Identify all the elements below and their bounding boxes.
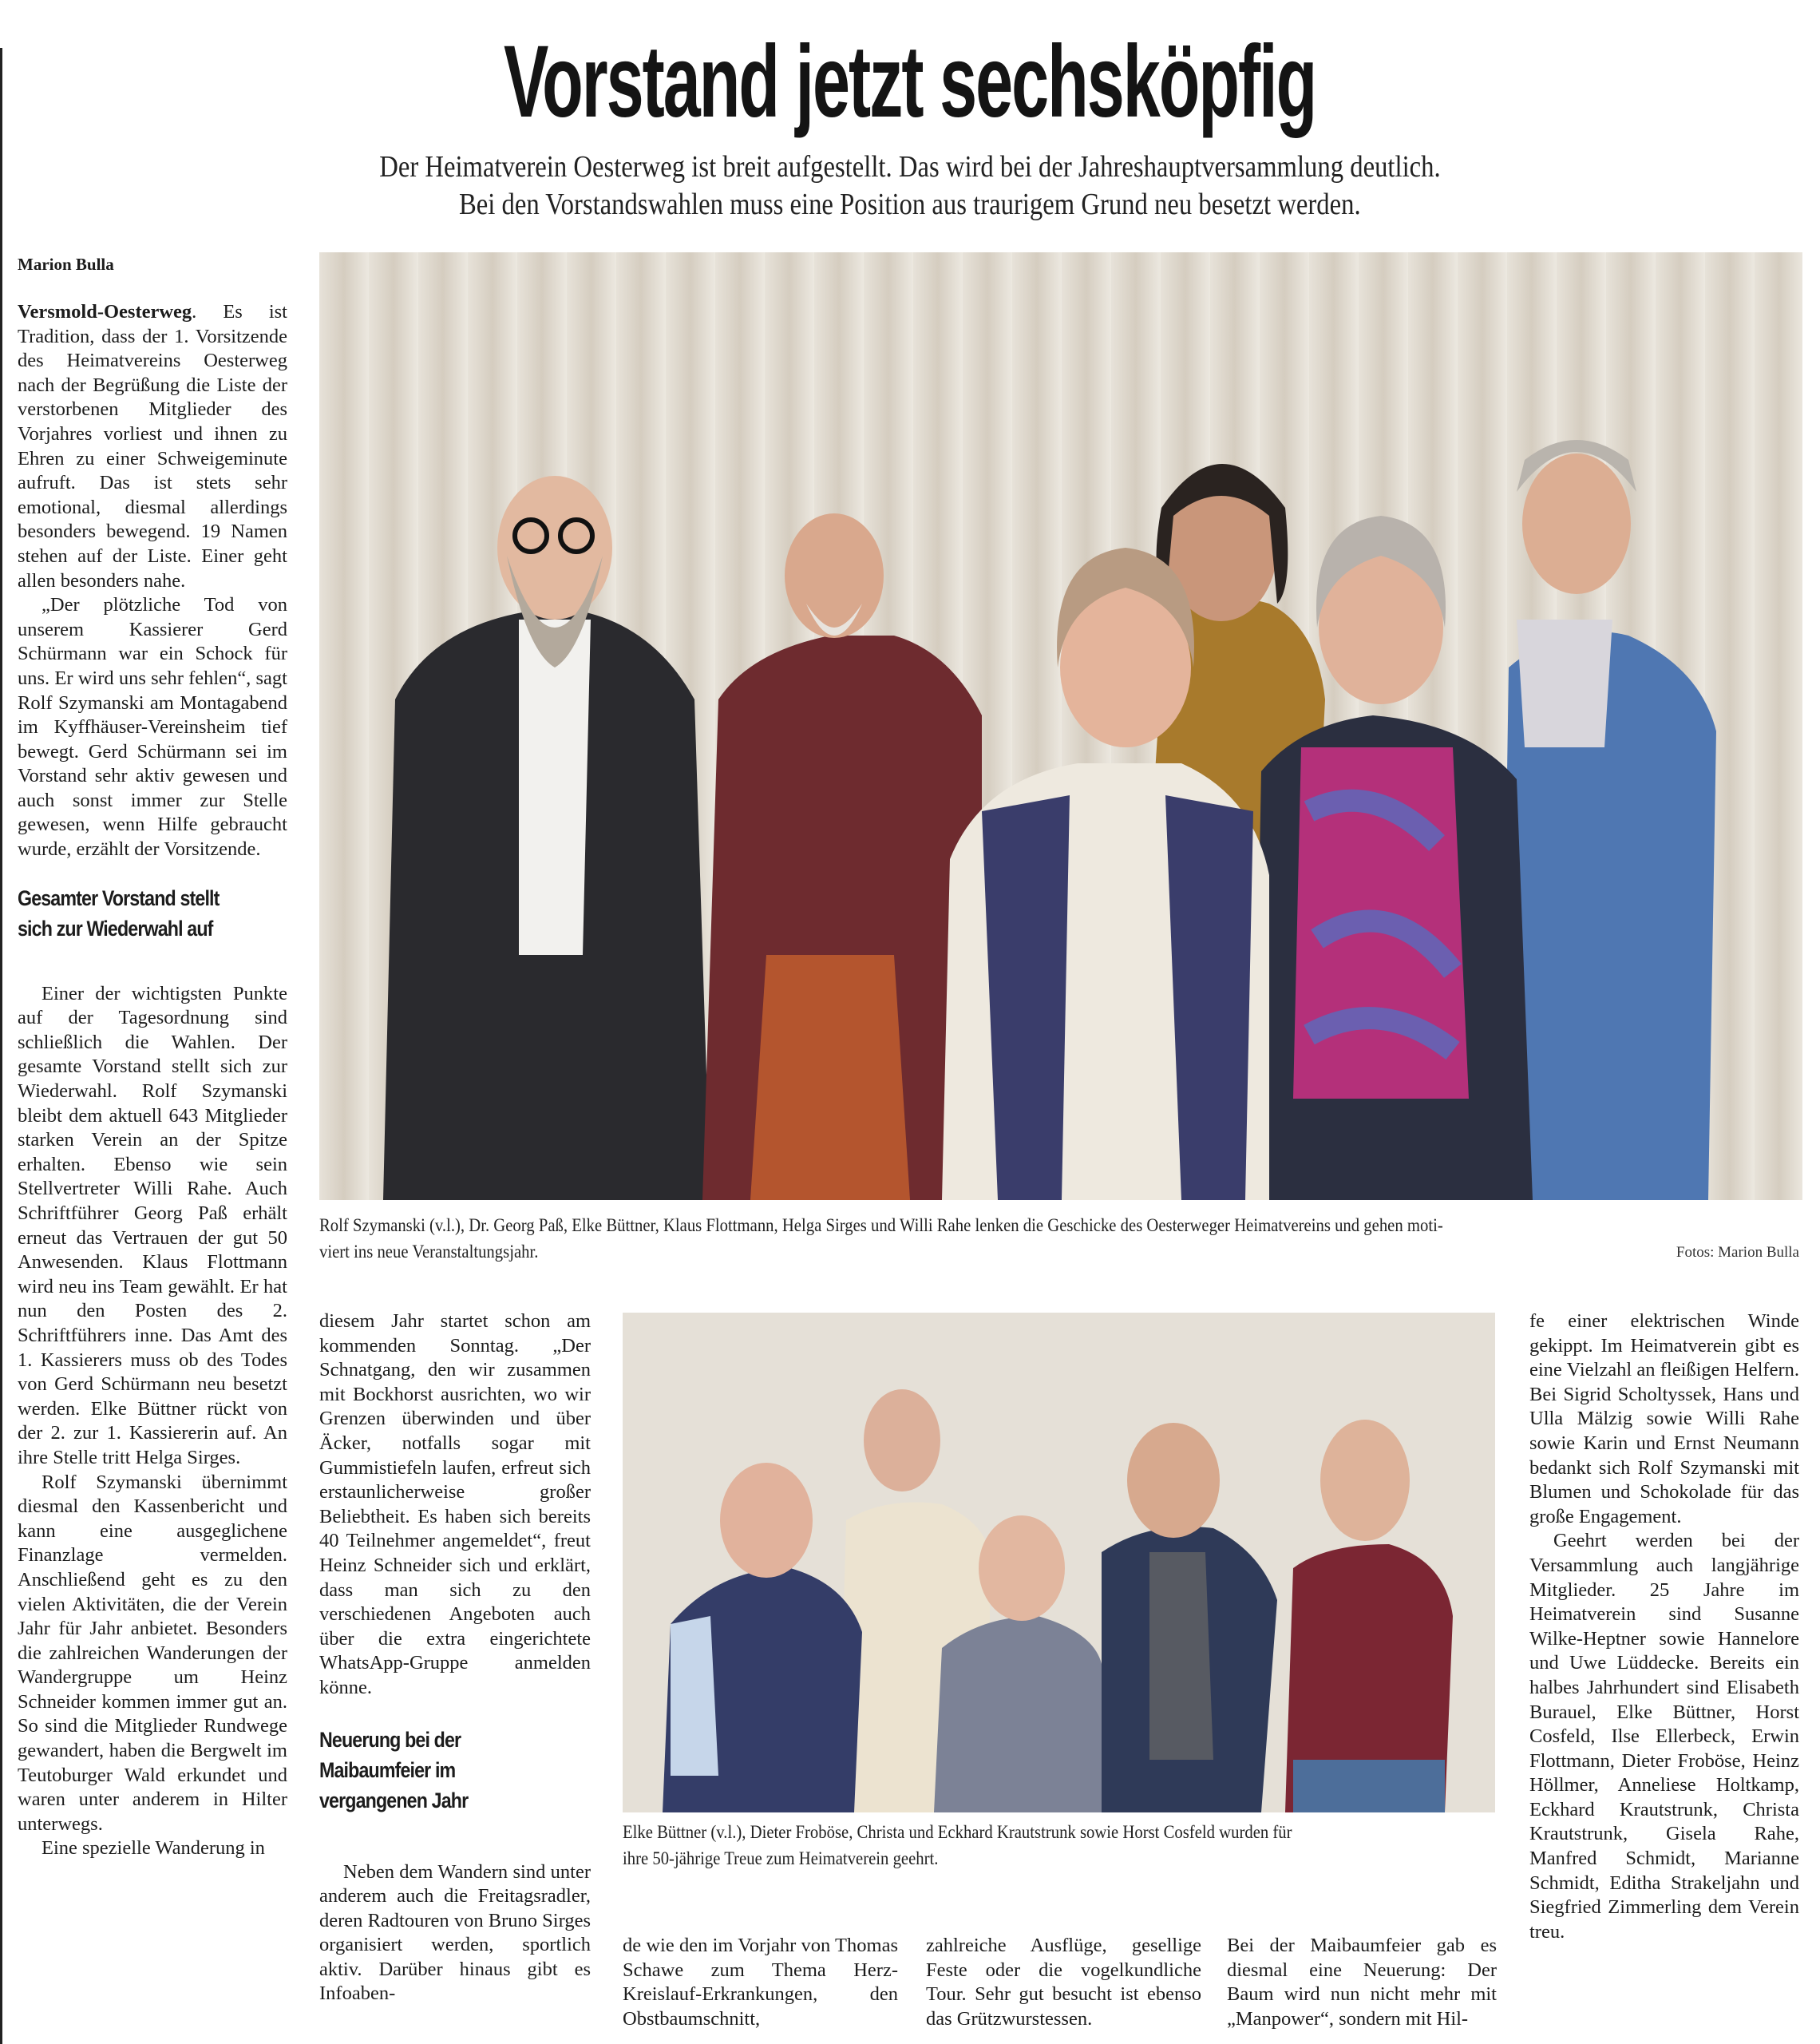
- paragraph: fe einer elektrischen Winde gekippt. Im Heimatverein gibt es eine Vielzahl an fleißigen Helfern. Bei Sigrid Scholtyssek, Hans und Ulla Mälzig sowie Willi Rahe sowie Karin und Ernst Neumann bedankt sich Rolf Szymanski mit Blumen und Schokolade für das große Engagement.: [1529, 1310, 1799, 1527]
- column-rule: [0, 48, 2, 2044]
- caption-line: viert ins neue Veranstaltungsjahr.: [319, 1242, 539, 1262]
- column-5: [1227, 1934, 1497, 2031]
- caption-line: Rolf Szymanski (v.l.), Dr. Georg Paß, Elke Büttner, Klaus Flottmann, Helga Sirges und Willi Rahe lenken die Geschicke des Oesterweger Heimatvereins und gehen moti-: [319, 1215, 1443, 1235]
- paragraph: Bei der Maibaumfeier gab es diesmal eine Neuerung: Der Baum wird nun nicht mehr mit „Manpower“, sondern mit Hil-: [1227, 1935, 1497, 2030]
- paragraph: diesem Jahr startet schon am kommenden Sonntag. „Der Schnatgang, den wir zusammen mit Bockhorst ausrichten, wo wir Grenzen überwinden und über Äcker, notfalls sogar mit Gummistiefeln laufen, erfreut sich erstaunlicherweise großer Beliebtheit. Es haben sich bereits 40 Teilnehmer angemeldet“, freut Heinz Schneider sich und erklärt, dass man sich zu den verschiedenen Angeboten auch über die extra eingerichtete WhatsApp-Gruppe anmelden könne.: [319, 1310, 591, 1698]
- paragraph: Neben dem Wandern sind unter anderem auch die Freitagsradler, deren Radtouren von Bruno Sirges organisiert werden, sportlich aktiv. Darüber hinaus gibt es Infoaben-: [319, 1860, 591, 2005]
- subheading: Neuerung bei der Maibaumfeier im vergangenen Jahr: [319, 1727, 469, 1812]
- deck-line-1-text: Der Heimatverein Oesterweg ist breit aufgestellt. Das wird bei der Jahreshauptversammlung deutlich.: [379, 150, 1441, 184]
- paragraph: „Der plötzliche Tod von unserem Kassierer Gerd Schürmann war ein Schock für uns. Er wird uns sehr fehlen“, sagt Rolf Szymanski am Montagabend im Kyffhäuser-Vereinsheim tief bewegt. Gerd Schürmann sei im Vorstand sehr aktiv gewesen und auch sonst immer zur Stelle gewesen, wenn Hilfe gebraucht wurde, erzählt der Vorsitzende.: [18, 594, 287, 861]
- paragraph: de wie den im Vorjahr von Thomas Schawe zum Thema Herz-Kreislauf-Erkrankungen, den Obstbaumschnitt,: [623, 1935, 898, 2030]
- photo-honored-members-caption: [623, 1819, 1497, 1872]
- photo-board-members-image: [319, 252, 1802, 1200]
- photo-board-members: [319, 252, 1802, 1200]
- caption-line: Elke Büttner (v.l.), Dieter Froböse, Christa und Eckhard Krautstrunk sowie Horst Cosfeld wurden für: [623, 1822, 1292, 1842]
- column-2: [319, 1309, 591, 2006]
- photo-board-members-caption: [319, 1212, 1802, 1265]
- headline-text: Vorstand jetzt sechsköpfig: [504, 25, 1316, 139]
- paragraph: Rolf Szymanski übernimmt diesmal den Kassenbericht und kann eine ausgeglichene Finanzlage vermelden. Anschließend geht es zu den vielen Aktivitäten, die der Verein Jahr für Jahr anbietet. Besonders die zahlreichen Wanderungen der Wandergruppe um Heinz Schneider kommen immer gut an. So sind die Mitglieder Rundwege gewandert, haben die Bergwelt im Teutoburger Wald erkundet und waren unter anderem in Hilter unterwegs.: [18, 1471, 287, 1835]
- paragraph: Einer der wichtigsten Punkte auf der Tagesordnung sind schließlich die Wahlen. Der gesamte Vorstand stellt sich zur Wiederwahl. Rolf Szymanski bleibt dem aktuell 643 Mitglieder starken Verein an der Spitze erhalten. Ebenso wie sein Stellvertreter Willi Rahe. Auch Schriftführer Georg Paß erhält erneut das Vertrauen der gut 50 Anwesenden. Klaus Flottmann wird neu ins Team gewählt. Er hat nun den Posten des 2. Schriftführers inne. Das Amt des 1. Kassierers muss ob des Todes von Gerd Schürmann neu besetzt werden. Elke Büttner rückt von der 2. zur 1. Kassiererin auf. An ihre Stelle tritt Helga Sirges.: [18, 982, 287, 1468]
- deck-line-2: [0, 186, 1820, 224]
- photo-honored-members-image: [623, 1313, 1495, 1812]
- dateline: Versmold-Oesterweg: [18, 301, 192, 323]
- deck: [0, 149, 1820, 224]
- paragraph: [18, 300, 287, 593]
- column-4: [926, 1934, 1201, 2031]
- deck-line-1: [0, 149, 1820, 186]
- author-byline: Marion Bulla: [18, 255, 114, 274]
- subheading: Gesamter Vorstand stellt sich zur Wiederwahl auf: [18, 885, 220, 941]
- column-6: [1529, 1309, 1799, 1944]
- photo-credit: Fotos: Marion Bulla: [1676, 1244, 1799, 1261]
- column-3: [623, 1934, 898, 2031]
- paragraph: zahlreiche Ausflüge, gesellige Feste oder die vogelkundliche Tour. Sehr gut besucht ist ebenso das Grützwurstessen.: [926, 1935, 1201, 2030]
- deck-line-2-text: Bei den Vorstandswahlen muss eine Position aus traurigem Grund neu besetzt werden.: [459, 188, 1361, 221]
- photo-honored-members: [623, 1313, 1495, 1812]
- headline: [0, 22, 1820, 142]
- paragraph-text: . Es ist Tradition, dass der 1. Vorsitzende des Heimatvereins Oesterweg nach der Begrüßung die Liste der verstorbenen Mitglieder des Vorjahres vorliest und ihnen zu Ehren zu einer Schweigeminute aufruft. Das ist stets sehr emotional, diesmal allerdings besonders bewegend. 19 Namen stehen auf der Liste. Einer geht allen besonders nahe.: [18, 301, 287, 592]
- caption-line: ihre 50-jährige Treue zum Heimatverein geehrt.: [623, 1848, 939, 1868]
- paragraph: Geehrt werden bei der Versammlung auch langjährige Mitglieder. 25 Jahre im Heimatverein sind Susanne Wilke-Heptner sowie Hannelore und Uwe Lüddecke. Bereits ein halbes Jahrhundert sind Elisabeth Burauel, Elke Büttner, Horst Cosfeld, Ilse Ellerbeck, Erwin Flottmann, Dieter Froböse, Heinz Höllmer, Anneliese Holtkamp, Eckhard Krautstrunk, Christa Krautstrunk, Gisela Rahe, Manfred Schmidt, Marianne Schmidt, Editha Strakeljahn und Siegfried Zimmerling dem Verein treu.: [1529, 1530, 1799, 1943]
- column-1: [18, 252, 287, 1861]
- paragraph: Eine spezielle Wanderung in: [42, 1837, 265, 1860]
